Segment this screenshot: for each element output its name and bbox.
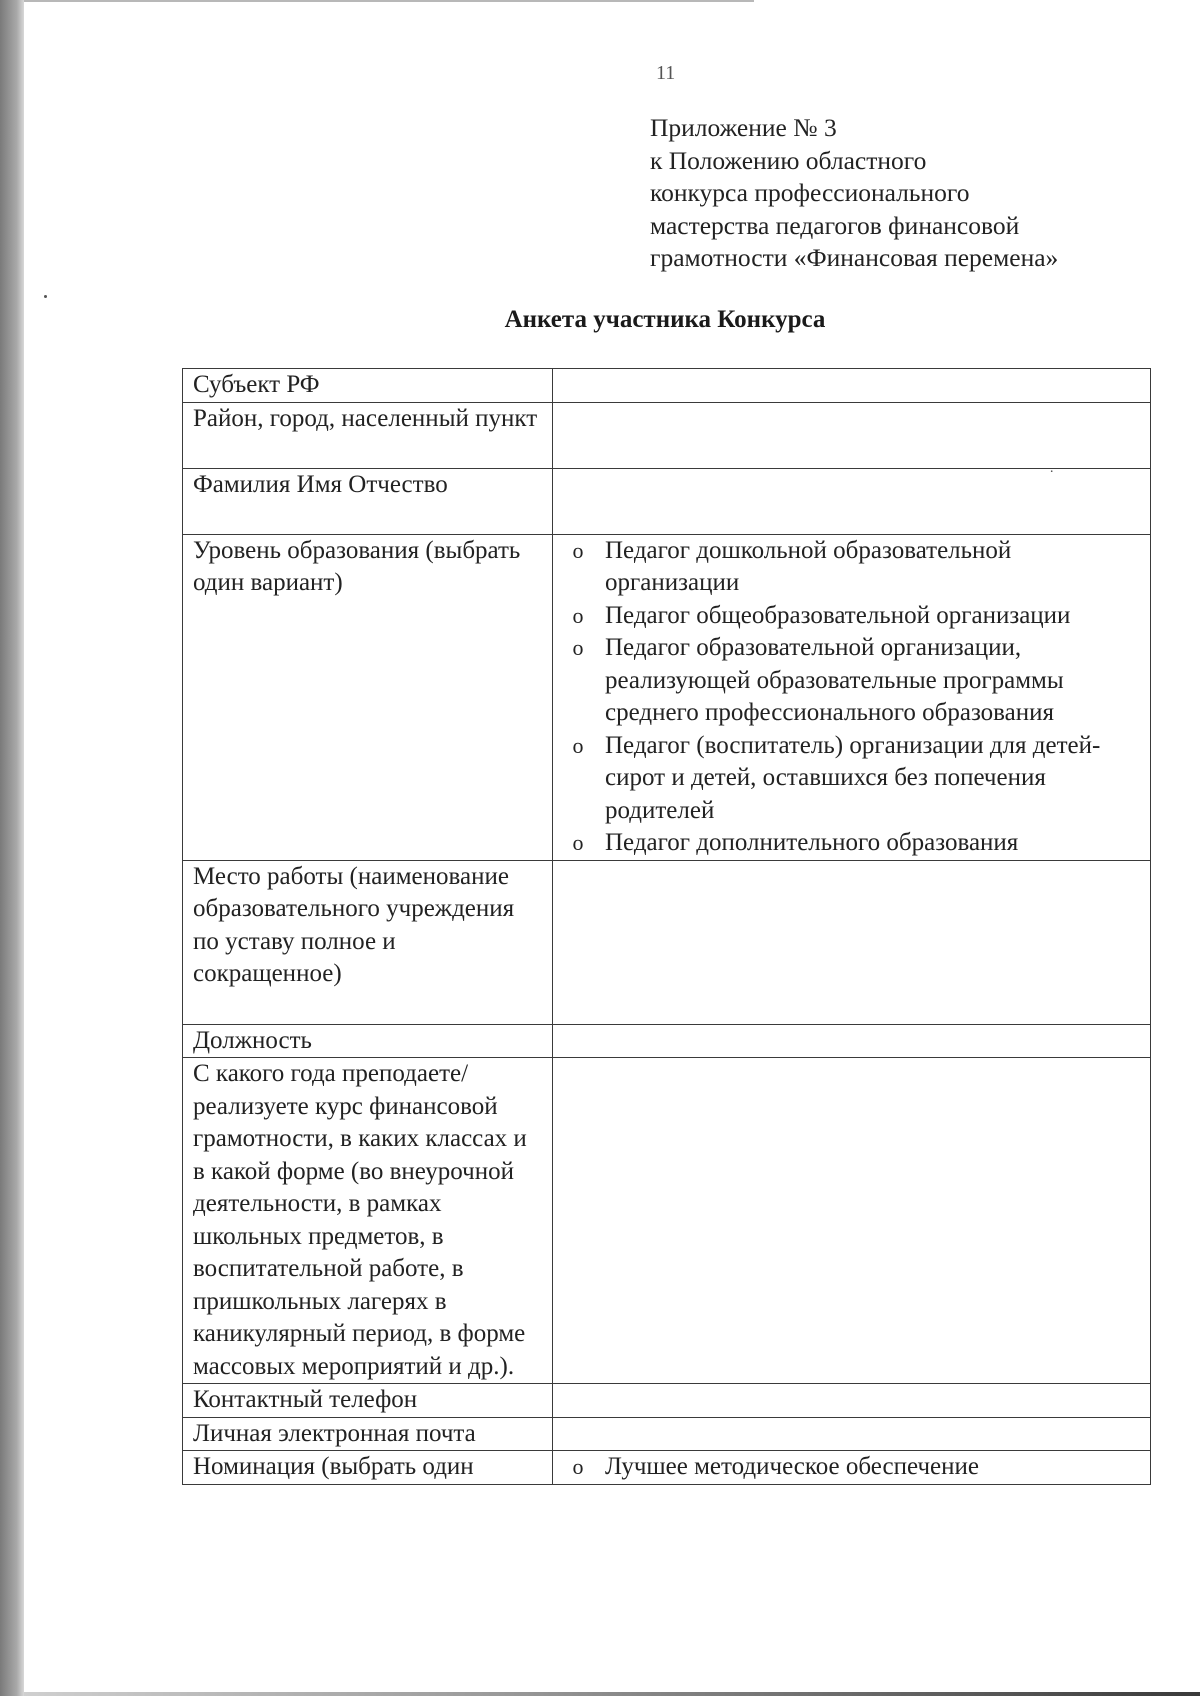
table-row — [183, 534, 1151, 860]
radio-circle-icon[interactable]: o — [572, 830, 584, 855]
field-label-position: Должность — [183, 1024, 553, 1058]
table-row — [183, 468, 1151, 534]
field-label-nomination: Номинация (выбрать один — [183, 1451, 553, 1485]
field-value-education-level — [553, 534, 1151, 860]
table-row — [183, 402, 1151, 468]
table-row — [183, 1058, 1151, 1384]
field-label-phone: Контактный телефон — [183, 1384, 553, 1418]
table-row — [183, 860, 1151, 1024]
education-level-options — [563, 535, 1142, 860]
scan-speck — [44, 295, 47, 298]
field-value-nomination — [553, 1451, 1151, 1485]
radio-circle-icon[interactable]: o — [572, 1454, 584, 1479]
table-row — [183, 1451, 1151, 1485]
radio-circle-icon[interactable]: o — [572, 602, 584, 628]
option-item[interactable]: o Педагог дошкольной образовательной организации — [563, 535, 1142, 600]
field-value-email[interactable] — [553, 1417, 1151, 1451]
radio-circle-icon[interactable]: o — [572, 537, 584, 563]
field-label-workplace: Место работы (наименование образовательного учреждения по уставу полное и сокращенное) — [183, 860, 553, 1024]
field-value-subject[interactable] — [553, 369, 1151, 403]
radio-circle-icon[interactable]: o — [572, 635, 584, 660]
appendix-line: грамотности «Финансовая перемена» — [650, 243, 1059, 272]
appendix-line: конкурса профессионального — [650, 178, 970, 207]
scan-shadow-left — [0, 0, 24, 1696]
radio-circle-icon[interactable]: o — [572, 732, 584, 758]
table-row — [183, 1417, 1151, 1451]
table-row — [183, 1384, 1151, 1418]
scan-dot: · — [1049, 464, 1054, 480]
appendix-line: мастерства педагогов финансовой — [650, 210, 1020, 240]
field-label-district: Район, город, населенный пункт — [183, 402, 553, 468]
field-value-position[interactable] — [553, 1024, 1151, 1058]
field-label-subject: Субъект РФ — [183, 369, 553, 403]
option-item[interactable]: o Педагог общеобразовательной организации — [563, 600, 1142, 633]
field-value-full-name[interactable] — [553, 468, 1151, 534]
field-label-experience: С какого года преподаете/ реализуете курс финансовой грамотности, в каких классах и в какой форме (во внеурочной деятельности, в рамках школьных предметов, в воспитательной работе, в пришкольных лагерях в каникулярный период, в форме массовых мероприятий и др.). — [183, 1058, 553, 1384]
option-item[interactable]: o Лучшее методическое обеспечение — [563, 1451, 1142, 1484]
field-label-education-level: Уровень образования (выбрать один вариант) — [183, 534, 553, 860]
field-value-workplace[interactable] — [553, 860, 1151, 1024]
participant-form-table — [182, 368, 1151, 1485]
appendix-header — [650, 112, 1170, 275]
appendix-line: Приложение № 3 — [650, 113, 837, 142]
table-row — [183, 1024, 1151, 1058]
nomination-options — [563, 1451, 1142, 1484]
field-value-district[interactable] — [553, 402, 1151, 480]
table-row — [183, 369, 1151, 403]
field-value-experience[interactable] — [553, 1058, 1151, 1384]
appendix-line: к Положению областного — [650, 145, 927, 175]
option-item[interactable]: o Педагог образовательной организации, реализующей образовательные программы среднего профессионального образования — [563, 632, 1142, 730]
form-title: Анкета участника Конкурса — [504, 306, 826, 333]
page-number: 11 — [656, 62, 676, 84]
scan-edge-top — [24, 0, 754, 2]
scan-edge-bottom — [24, 1692, 1200, 1696]
field-label-email: Личная электронная почта — [183, 1417, 553, 1451]
option-item[interactable]: o Педагог (воспитатель) организации для детей-сирот и детей, оставшихся без попечения родителей — [563, 730, 1142, 828]
field-label-full-name: Фамилия Имя Отчество — [183, 468, 553, 534]
field-value-phone[interactable] — [553, 1384, 1151, 1418]
option-item[interactable]: o Педагог дополнительного образования — [563, 827, 1142, 860]
